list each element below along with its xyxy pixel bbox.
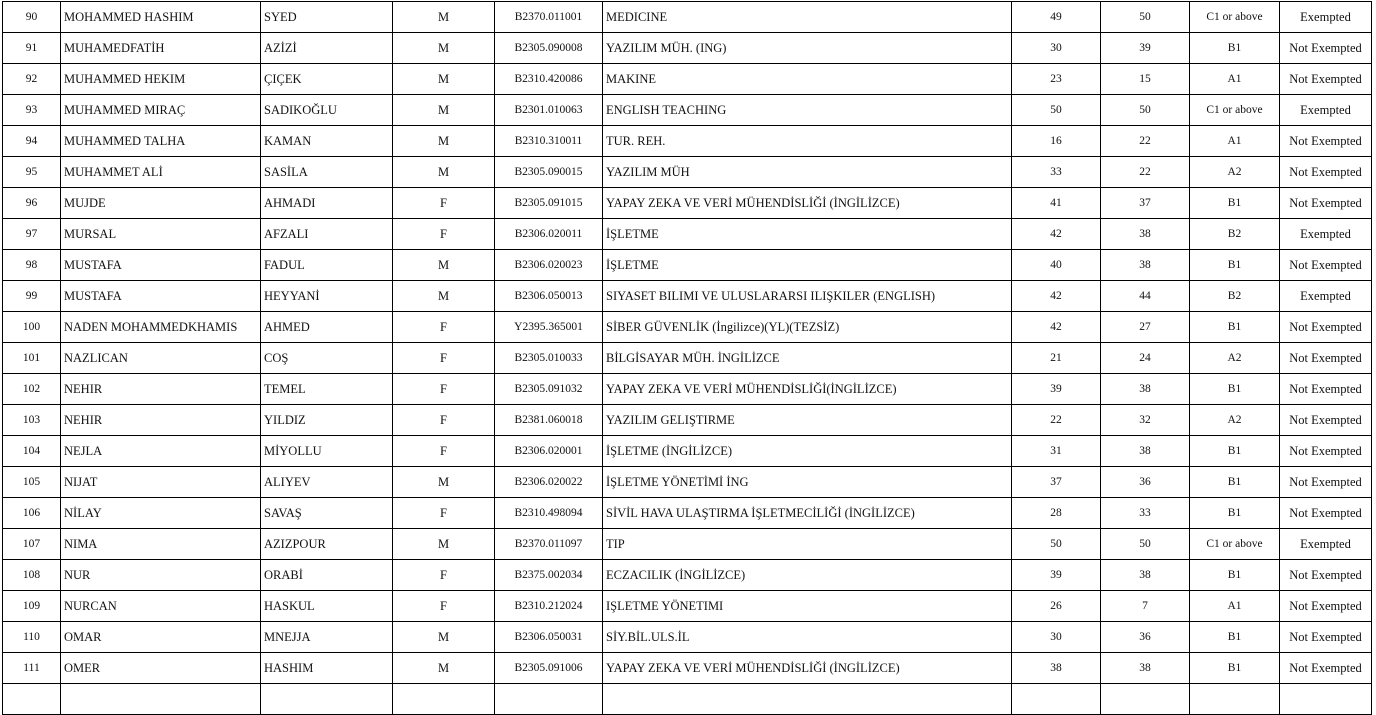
gender-cell: M: [393, 529, 495, 560]
program-cell: SIYASET BILIMI VE ULUSLARARSI ILIŞKILER (ENGLISH): [603, 281, 1012, 312]
table-row: [3, 529, 1372, 560]
level-cell: B1: [1190, 250, 1280, 281]
gender-cell: F: [393, 343, 495, 374]
score1-cell: 42: [1012, 219, 1101, 250]
score2-cell: 22: [1101, 157, 1190, 188]
name-cell: MUJDE: [61, 188, 261, 219]
name-cell: MUSTAFA: [61, 250, 261, 281]
status-cell: Not Exempted: [1280, 126, 1372, 157]
gender-cell: M: [393, 33, 495, 64]
score2-cell: [1101, 684, 1190, 715]
status-cell: Exempted: [1280, 2, 1372, 33]
surname-cell: SYED: [261, 2, 393, 33]
table-row: [3, 219, 1372, 250]
surname-cell: ORABİ: [261, 560, 393, 591]
score2-cell: 36: [1101, 467, 1190, 498]
student-id-cell: B2310.498094: [495, 498, 603, 529]
surname-cell: AZİZİ: [261, 33, 393, 64]
gender-cell: F: [393, 405, 495, 436]
row-number-cell: 96: [3, 188, 61, 219]
status-cell: Not Exempted: [1280, 467, 1372, 498]
table-row: [3, 374, 1372, 405]
level-cell: B1: [1190, 467, 1280, 498]
table-row: [3, 126, 1372, 157]
surname-cell: TEMEL: [261, 374, 393, 405]
level-cell: B1: [1190, 312, 1280, 343]
program-cell: MEDICINE: [603, 2, 1012, 33]
level-cell: B2: [1190, 219, 1280, 250]
student-id-cell: Y2395.365001: [495, 312, 603, 343]
row-number-cell: 109: [3, 591, 61, 622]
table-row: [3, 560, 1372, 591]
gender-cell: M: [393, 64, 495, 95]
score1-cell: 50: [1012, 529, 1101, 560]
score2-cell: 24: [1101, 343, 1190, 374]
status-cell: Exempted: [1280, 529, 1372, 560]
table-row: [3, 281, 1372, 312]
program-cell: SİBER GÜVENLİK (İngilizce)(YL)(TEZSİZ): [603, 312, 1012, 343]
name-cell: MUHAMMED MIRAÇ: [61, 95, 261, 126]
status-cell: Not Exempted: [1280, 33, 1372, 64]
row-number-cell: 100: [3, 312, 61, 343]
score2-cell: 38: [1101, 653, 1190, 684]
score2-cell: 39: [1101, 33, 1190, 64]
surname-cell: AHMED: [261, 312, 393, 343]
score1-cell: [1012, 684, 1101, 715]
score2-cell: 38: [1101, 436, 1190, 467]
level-cell: B1: [1190, 622, 1280, 653]
score2-cell: 38: [1101, 219, 1190, 250]
surname-cell: AHMADI: [261, 188, 393, 219]
name-cell: NİLAY: [61, 498, 261, 529]
score2-cell: 37: [1101, 188, 1190, 219]
program-cell: İŞLETME: [603, 250, 1012, 281]
level-cell: C1 or above: [1190, 529, 1280, 560]
status-cell: Not Exempted: [1280, 560, 1372, 591]
score1-cell: 30: [1012, 622, 1101, 653]
student-id-cell: B2306.020001: [495, 436, 603, 467]
status-cell: Exempted: [1280, 219, 1372, 250]
table-row: [3, 2, 1372, 33]
surname-cell: HASKUL: [261, 591, 393, 622]
gender-cell: M: [393, 2, 495, 33]
row-number-cell: 107: [3, 529, 61, 560]
program-cell: MAKINE: [603, 64, 1012, 95]
level-cell: B1: [1190, 560, 1280, 591]
surname-cell: SAVAŞ: [261, 498, 393, 529]
status-cell: Not Exempted: [1280, 343, 1372, 374]
row-number-cell: 110: [3, 622, 61, 653]
gender-cell: F: [393, 188, 495, 219]
score1-cell: 42: [1012, 312, 1101, 343]
score1-cell: 42: [1012, 281, 1101, 312]
status-cell: Not Exempted: [1280, 498, 1372, 529]
level-cell: B1: [1190, 188, 1280, 219]
program-cell: [603, 684, 1012, 715]
surname-cell: KAMAN: [261, 126, 393, 157]
score1-cell: 49: [1012, 2, 1101, 33]
program-cell: YAZILIM MÜH: [603, 157, 1012, 188]
score2-cell: 38: [1101, 374, 1190, 405]
status-cell: Exempted: [1280, 95, 1372, 126]
program-cell: YAPAY ZEKA VE VERİ MÜHENDİSLİĞİ (İNGİLİZCE): [603, 653, 1012, 684]
score1-cell: 33: [1012, 157, 1101, 188]
row-number-cell: 94: [3, 126, 61, 157]
program-cell: YAPAY ZEKA VE VERİ MÜHENDİSLİĞİ (İNGİLİZCE): [603, 188, 1012, 219]
level-cell: B1: [1190, 653, 1280, 684]
student-id-cell: B2370.011001: [495, 2, 603, 33]
name-cell: NEHIR: [61, 405, 261, 436]
table-row: [3, 188, 1372, 219]
score2-cell: 36: [1101, 622, 1190, 653]
name-cell: MUHAMMET ALİ: [61, 157, 261, 188]
gender-cell: M: [393, 157, 495, 188]
name-cell: OMAR: [61, 622, 261, 653]
row-number-cell: 111: [3, 653, 61, 684]
row-number-cell: 104: [3, 436, 61, 467]
score1-cell: 50: [1012, 95, 1101, 126]
surname-cell: [261, 684, 393, 715]
surname-cell: AZIZPOUR: [261, 529, 393, 560]
name-cell: NIJAT: [61, 467, 261, 498]
score2-cell: 50: [1101, 95, 1190, 126]
level-cell: A2: [1190, 405, 1280, 436]
gender-cell: F: [393, 219, 495, 250]
gender-cell: [393, 684, 495, 715]
score1-cell: 38: [1012, 653, 1101, 684]
score1-cell: 23: [1012, 64, 1101, 95]
score2-cell: 27: [1101, 312, 1190, 343]
status-cell: Not Exempted: [1280, 157, 1372, 188]
row-number-cell: 91: [3, 33, 61, 64]
table-row: [3, 157, 1372, 188]
gender-cell: M: [393, 95, 495, 126]
student-id-cell: B2306.020011: [495, 219, 603, 250]
status-cell: Not Exempted: [1280, 591, 1372, 622]
status-cell: Not Exempted: [1280, 653, 1372, 684]
name-cell: [61, 684, 261, 715]
name-cell: MUHAMEDFATİH: [61, 33, 261, 64]
program-cell: BİLGİSAYAR MÜH. İNGİLİZCE: [603, 343, 1012, 374]
surname-cell: MİYOLLU: [261, 436, 393, 467]
level-cell: B1: [1190, 436, 1280, 467]
gender-cell: F: [393, 436, 495, 467]
program-cell: İŞLETME YÖNETİMİ İNG: [603, 467, 1012, 498]
score1-cell: 31: [1012, 436, 1101, 467]
student-id-cell: B2310.420086: [495, 64, 603, 95]
student-id-cell: B2375.002034: [495, 560, 603, 591]
score1-cell: 37: [1012, 467, 1101, 498]
name-cell: NUR: [61, 560, 261, 591]
student-id-cell: B2306.050031: [495, 622, 603, 653]
surname-cell: COŞ: [261, 343, 393, 374]
name-cell: NIMA: [61, 529, 261, 560]
score2-cell: 32: [1101, 405, 1190, 436]
surname-cell: MNEJJA: [261, 622, 393, 653]
gender-cell: M: [393, 653, 495, 684]
row-number-cell: 108: [3, 560, 61, 591]
row-number-cell: [3, 684, 61, 715]
student-id-cell: B2381.060018: [495, 405, 603, 436]
level-cell: B1: [1190, 374, 1280, 405]
gender-cell: M: [393, 622, 495, 653]
gender-cell: M: [393, 467, 495, 498]
gender-cell: F: [393, 560, 495, 591]
name-cell: MURSAL: [61, 219, 261, 250]
surname-cell: FADUL: [261, 250, 393, 281]
name-cell: MUHAMMED HEKIM: [61, 64, 261, 95]
name-cell: NEHIR: [61, 374, 261, 405]
level-cell: C1 or above: [1190, 95, 1280, 126]
score2-cell: 50: [1101, 529, 1190, 560]
level-cell: B1: [1190, 33, 1280, 64]
program-cell: YAPAY ZEKA VE VERİ MÜHENDİSLİĞİ(İNGİLİZCE): [603, 374, 1012, 405]
status-cell: Not Exempted: [1280, 64, 1372, 95]
score2-cell: 38: [1101, 250, 1190, 281]
table-row: [3, 653, 1372, 684]
program-cell: SİY.BİL.ULS.İL: [603, 622, 1012, 653]
row-number-cell: 90: [3, 2, 61, 33]
program-cell: IŞLETME YÖNETIMI: [603, 591, 1012, 622]
program-cell: ECZACILIK (İNGİLİZCE): [603, 560, 1012, 591]
score1-cell: 30: [1012, 33, 1101, 64]
gender-cell: M: [393, 126, 495, 157]
surname-cell: SADIKOĞLU: [261, 95, 393, 126]
program-cell: İŞLETME (İNGİLİZCE): [603, 436, 1012, 467]
score2-cell: 50: [1101, 2, 1190, 33]
score1-cell: 21: [1012, 343, 1101, 374]
results-table: [2, 1, 1372, 715]
level-cell: A2: [1190, 343, 1280, 374]
program-cell: YAZILIM GELIŞTIRME: [603, 405, 1012, 436]
table-row: [3, 436, 1372, 467]
table-row: [3, 591, 1372, 622]
student-id-cell: B2306.050013: [495, 281, 603, 312]
score1-cell: 41: [1012, 188, 1101, 219]
table-row: [3, 622, 1372, 653]
name-cell: NADEN MOHAMMEDKHAMIS: [61, 312, 261, 343]
student-id-cell: [495, 684, 603, 715]
name-cell: NEJLA: [61, 436, 261, 467]
gender-cell: F: [393, 498, 495, 529]
status-cell: Not Exempted: [1280, 405, 1372, 436]
name-cell: MOHAMMED HASHIM: [61, 2, 261, 33]
program-cell: YAZILIM MÜH. (ING): [603, 33, 1012, 64]
row-number-cell: 101: [3, 343, 61, 374]
student-id-cell: B2301.010063: [495, 95, 603, 126]
table-row: [3, 343, 1372, 374]
table-row: [3, 684, 1372, 715]
gender-cell: F: [393, 312, 495, 343]
table-row: [3, 498, 1372, 529]
student-id-cell: B2310.310011: [495, 126, 603, 157]
row-number-cell: 106: [3, 498, 61, 529]
student-id-cell: B2370.011097: [495, 529, 603, 560]
score1-cell: 22: [1012, 405, 1101, 436]
student-id-cell: B2305.091006: [495, 653, 603, 684]
gender-cell: F: [393, 591, 495, 622]
student-id-cell: B2305.090015: [495, 157, 603, 188]
score2-cell: 38: [1101, 560, 1190, 591]
score2-cell: 44: [1101, 281, 1190, 312]
table-row: [3, 64, 1372, 95]
table-row: [3, 95, 1372, 126]
surname-cell: HEYYANİ: [261, 281, 393, 312]
program-cell: ENGLISH TEACHING: [603, 95, 1012, 126]
name-cell: OMER: [61, 653, 261, 684]
row-number-cell: 93: [3, 95, 61, 126]
level-cell: A1: [1190, 591, 1280, 622]
level-cell: A1: [1190, 126, 1280, 157]
table-row: [3, 33, 1372, 64]
score1-cell: 16: [1012, 126, 1101, 157]
gender-cell: M: [393, 281, 495, 312]
student-id-cell: B2305.091015: [495, 188, 603, 219]
gender-cell: F: [393, 374, 495, 405]
row-number-cell: 92: [3, 64, 61, 95]
student-id-cell: B2310.212024: [495, 591, 603, 622]
student-id-cell: B2305.010033: [495, 343, 603, 374]
score1-cell: 28: [1012, 498, 1101, 529]
program-cell: İŞLETME: [603, 219, 1012, 250]
score1-cell: 39: [1012, 374, 1101, 405]
surname-cell: SASİLA: [261, 157, 393, 188]
level-cell: C1 or above: [1190, 2, 1280, 33]
student-id-cell: B2305.090008: [495, 33, 603, 64]
status-cell: Not Exempted: [1280, 250, 1372, 281]
table-row: [3, 250, 1372, 281]
score1-cell: 40: [1012, 250, 1101, 281]
surname-cell: YILDIZ: [261, 405, 393, 436]
student-id-cell: B2306.020023: [495, 250, 603, 281]
status-cell: Not Exempted: [1280, 374, 1372, 405]
program-cell: TUR. REH.: [603, 126, 1012, 157]
surname-cell: ALIYEV: [261, 467, 393, 498]
level-cell: B1: [1190, 498, 1280, 529]
status-cell: [1280, 684, 1372, 715]
score2-cell: 15: [1101, 64, 1190, 95]
program-cell: TIP: [603, 529, 1012, 560]
row-number-cell: 98: [3, 250, 61, 281]
level-cell: A1: [1190, 64, 1280, 95]
row-number-cell: 95: [3, 157, 61, 188]
row-number-cell: 97: [3, 219, 61, 250]
score1-cell: 39: [1012, 560, 1101, 591]
level-cell: B2: [1190, 281, 1280, 312]
row-number-cell: 103: [3, 405, 61, 436]
student-id-cell: B2305.091032: [495, 374, 603, 405]
status-cell: Not Exempted: [1280, 622, 1372, 653]
status-cell: Not Exempted: [1280, 188, 1372, 219]
surname-cell: AFZALI: [261, 219, 393, 250]
row-number-cell: 102: [3, 374, 61, 405]
table-row: [3, 467, 1372, 498]
name-cell: MUSTAFA: [61, 281, 261, 312]
table-row: [3, 405, 1372, 436]
gender-cell: M: [393, 250, 495, 281]
status-cell: Not Exempted: [1280, 312, 1372, 343]
table-row: [3, 312, 1372, 343]
name-cell: NURCAN: [61, 591, 261, 622]
score2-cell: 22: [1101, 126, 1190, 157]
score1-cell: 26: [1012, 591, 1101, 622]
status-cell: Not Exempted: [1280, 436, 1372, 467]
status-cell: Exempted: [1280, 281, 1372, 312]
student-id-cell: B2306.020022: [495, 467, 603, 498]
score2-cell: 7: [1101, 591, 1190, 622]
program-cell: SİVİL HAVA ULAŞTIRMA İŞLETMECİLİĞİ (İNGİLİZCE): [603, 498, 1012, 529]
row-number-cell: 105: [3, 467, 61, 498]
row-number-cell: 99: [3, 281, 61, 312]
surname-cell: HASHIM: [261, 653, 393, 684]
surname-cell: ÇIÇEK: [261, 64, 393, 95]
name-cell: NAZLICAN: [61, 343, 261, 374]
name-cell: MUHAMMED TALHA: [61, 126, 261, 157]
level-cell: [1190, 684, 1280, 715]
score2-cell: 33: [1101, 498, 1190, 529]
level-cell: A2: [1190, 157, 1280, 188]
